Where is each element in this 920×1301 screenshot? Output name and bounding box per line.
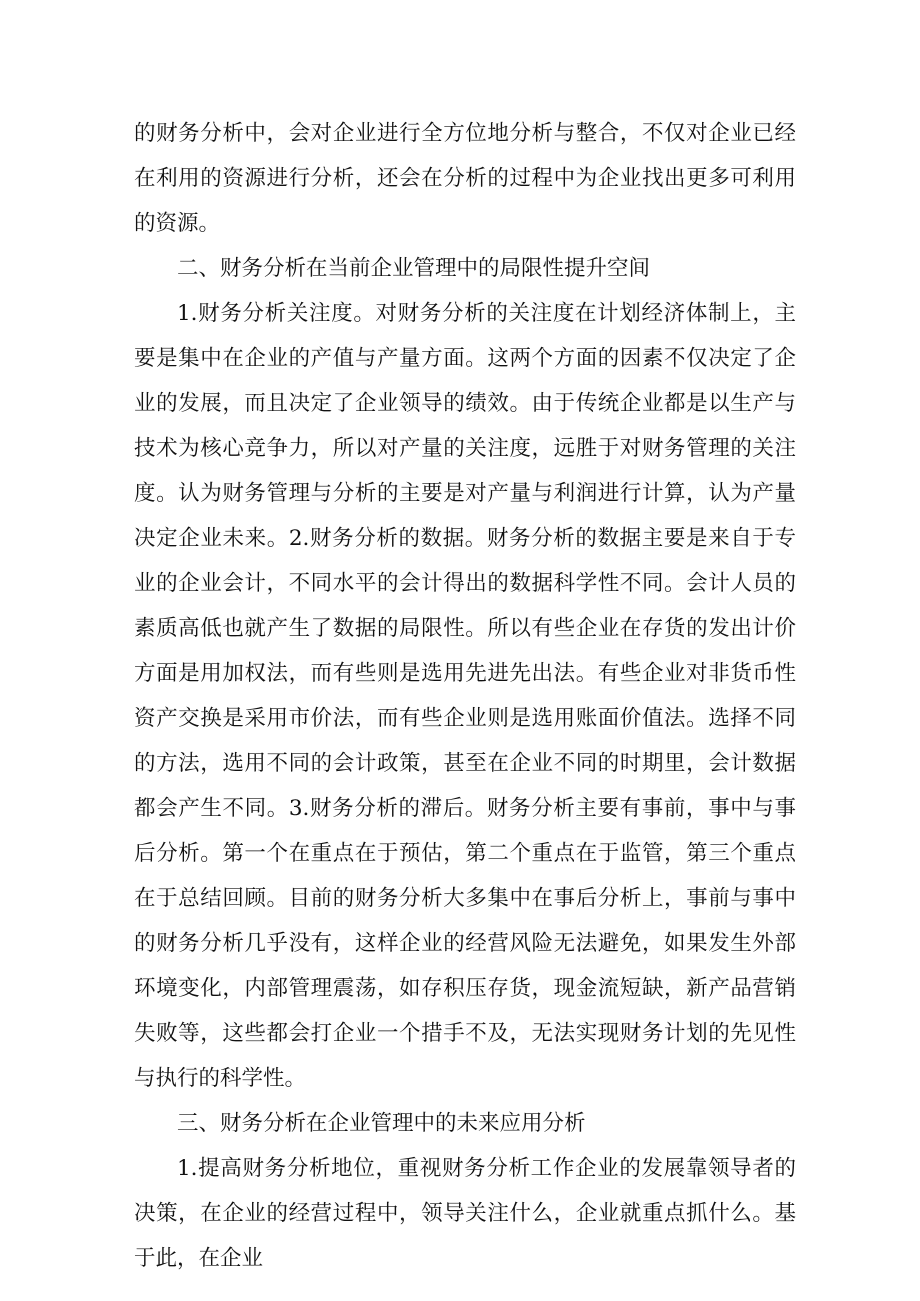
paragraph-limitations: 1.财务分析关注度。对财务分析的关注度在计划经济体制上，主要是集中在企业的产值与产量方面。这两个方面的因素不仅决定了企业的发展，而且决定了企业领导的绩效。由于传统企业都是以生产与技术为核心竞争力，所以对产量的关注度，远胜于对财务管理的关注度。认为财务管理与分析的主要是对产量与利润进行计算，认为产量决定企业未来。2.财务分析的数据。财务分析的数据主要是来自于专业的企业会计，不同水平的会计得出的数据科学性不同。会计人员的素质高低也就产生了数据的局限性。所以有些企业在存货的发出计价方面是用加权法，而有些则是选用先进先出法。有些企业对非货币性资产交换是采用市价法，而有些企业则是选用账面价值法。选择不同的方法，选用不同的会计政策，甚至在企业不同的时期里，会计数据都会产生不同。3.财务分析的滞后。财务分析主要有事前，事中与事后分析。第一个在重点在于预估，第二个重点在于监管，第三个重点在于总结回顾。目前的财务分析大多集中在事后分析上，事前与事中的财务分析几乎没有，这样企业的经营风险无法避免，如果发生外部环境变化，内部管理震荡，如存积压存货，现金流短缺，新产品营销失败等，这些都会打企业一个措手不及，无法实现财务计划的先见性与执行的科学性。: [134, 301, 796, 1091]
paragraph-continuation: 的财务分析中，会对企业进行全方位地分析与整合，不仅对企业已经在利用的资源进行分析，还会在分析的过程中为企业找出更多可利用的资源。: [134, 121, 796, 236]
section-heading-3: 三、财务分析在企业管理中的未来应用分析: [177, 1111, 586, 1136]
section-heading-2: 二、财务分析在当前企业管理中的局限性提升空间: [177, 256, 651, 281]
paragraph-future-application: 1.提高财务分析地位，重视财务分析工作企业的发展靠领导者的决策，在企业的经营过程中，领导关注什么，企业就重点抓什么。基于此，在企业: [134, 1156, 796, 1271]
document-body: [134, 111, 796, 1281]
